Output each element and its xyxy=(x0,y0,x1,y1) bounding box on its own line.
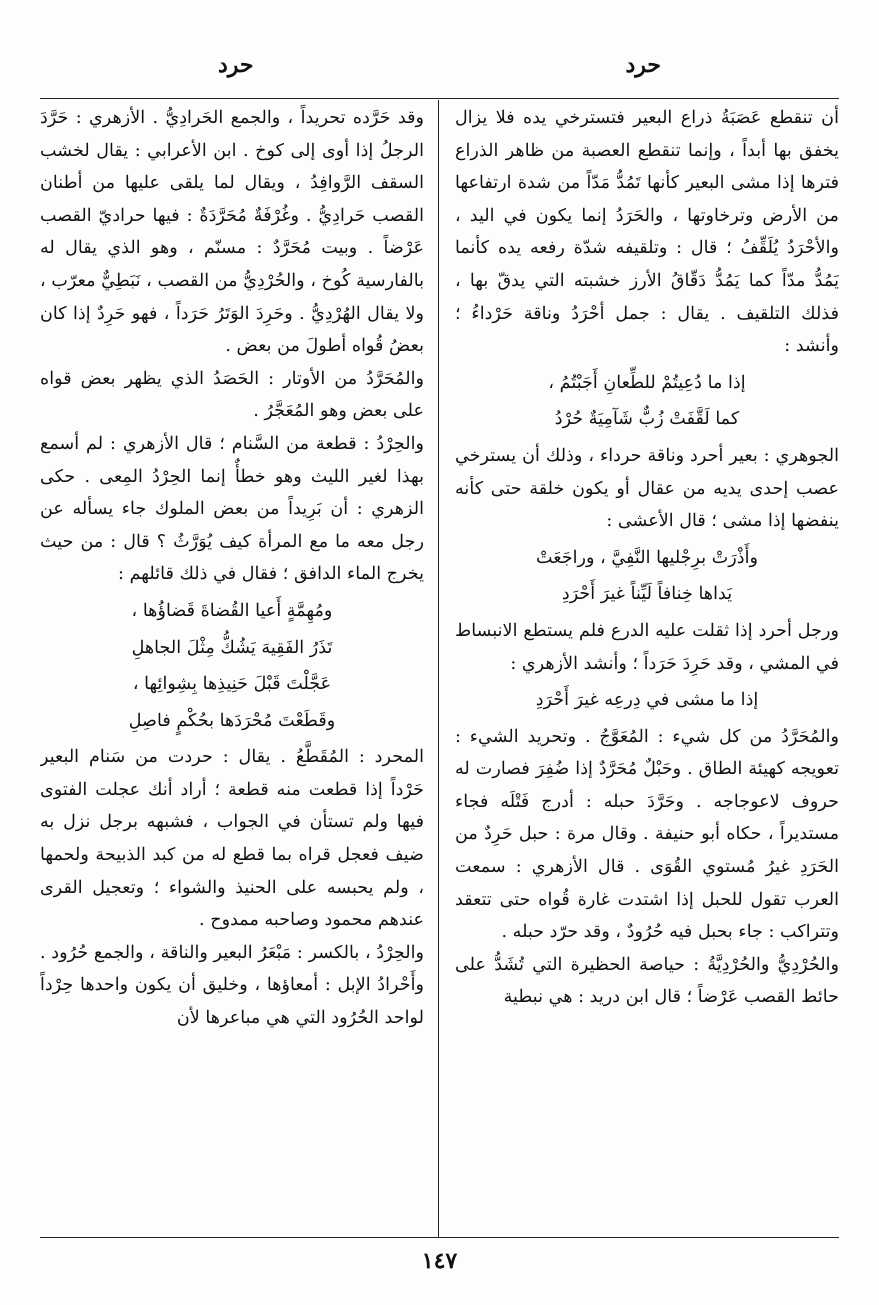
right-column-verse-line: كما لَقَّفَتْ زُبٌّ شَآمِيَةٌ حُرْدُ xyxy=(554,409,740,430)
right-column-verse-line: وأَذْرَتْ برِجْليها النَّفِيَّ ، وراجَعَتْ xyxy=(535,547,759,568)
left-column-verse-line: تَذَرُ الفَقِيهَ يَشُكُّ مِثْلَ الجاهلِ xyxy=(131,637,333,658)
left-column-verse-line: عَجَّلْتَ قَبْلَ حَنِيذِها بِشِوائِها ، xyxy=(132,674,332,695)
right-column-verse-line: يَداها خِنافاً لَيِّناً غيرَ أَحْرَدِ xyxy=(561,584,733,605)
right-column-paragraph: والحُرْدِيُّ والحُرْدِيَّةُ : حياصة الحظيرة التي تُشَدُّ على حائط القصب عَرْضاً ؛ قال ابن دريد : هي نبطية xyxy=(455,954,839,1008)
bottom-rule xyxy=(40,1237,839,1238)
left-column-paragraph: والحِرْدُ ، بالكسر : مَبْعَرُ البعير والناقة ، والجمع حُرُود . وأَحْرادُ الإبل : أمعاؤها ، وخليق أن يكون واحدها حِرْداً لواحد الحُرُود التي هي مباعرها لأن xyxy=(40,942,424,1029)
right-column-verse-line: إذا ما دُعِيتُمْ للطِّعانِ أَجَبْتُمُ ، xyxy=(548,372,746,393)
page-number: ١٤٧ xyxy=(421,1248,458,1274)
left-column-verse-line: وقَطَعْتَ مُحْرَدَها بحُكْمٍ فاصِلِ xyxy=(128,710,336,731)
left-column-paragraph: وقد حَرَّده تحريداً ، والجمع الحَرادِيُّ . الأزهري : حَرَّدَ الرجلُ إذا أوى إلى كوخ . ابن الأعرابي : يقال لخشب السقف الرَّوافِدُ ، ويقال لما يلقى عليها من أطنان القصب حَرادِيُّ . وغُرْفَةٌ مُحَرَّدَةٌ : فيها حراديّ القصب عَرْضاً . وبيت مُحَرَّدٌ : مسنّم ، وهو الذي يقال له بالفارسية كُوخ ، والحُرْدِيُّ من القصب ، نَبَطِيٌّ معرّب ، ولا يقال الهُرْدِيُّ . وحَرِدَ الوَتَرُ حَرَداً ، فهو حَرِدٌ إذا كان بعضُ قُواه أطولَ من بعض . xyxy=(40,108,424,357)
top-rule xyxy=(40,98,839,99)
left-column xyxy=(40,102,424,1232)
right-column-paragraph: ورجل أحرد إذا ثقلت عليه الدرع فلم يستطع الانبساط في المشي ، وقد حَرِدَ حَرَداً ؛ وأنشد الأزهري : xyxy=(455,620,839,674)
running-head-right: حرد xyxy=(625,52,661,78)
running-head-left: حرد xyxy=(218,52,254,78)
column-divider xyxy=(438,100,439,1237)
left-column-paragraph: المحرد : المُقَطَّعُ . يقال : حردت من سَنام البعير حَرْداً إذا قطعت منه قطعة ؛ أراد أنك عجلت الفتوى فيها ولم تستأن في الجواب ، فشبهه برجل نزل به ضيف فعجل قراه بما قطع له من كبد الذبيحة ولحمها ، ولم يحبسه على الحنيذ والشواء ؛ وتعجيل القرى عندهم محمود وصاحبه ممدوح . xyxy=(40,747,424,931)
left-column-paragraph: والمُحَرَّدُ من الأوتار : الحَصَدُ الذي يظهر بعض قواه على بعض وهو المُعَجَّرُ . xyxy=(40,368,424,422)
right-column-paragraph: والمُحَرَّدُ من كل شيء : المُعَوَّجُ . وتحريد الشيء : تعويجه كهيئة الطاق . وحَبْلٌ مُحَرَّدٌ إذا ضُفِرَ فصارت له حروف لاعوجاجه . وحَرَّدَ حبله : أدرج فَتْلَه فجاء مستديراً ، حكاه أبو حنيفة . وقال مرة : حبل حَرِدٌ من الحَرَدِ غيرُ مُستوي القُوَى . قال الأزهري : سمعت العرب تقول للحبل إذا اشتدت غارة قُواه حتى تتعقد وتتراكب : جاء بحبل فيه حُرُودٌ ، وقد حرّد حبله . xyxy=(455,726,839,943)
right-column-paragraph: أن تنقطع عَصَبَةُ ذراع البعير فتسترخي يده فلا يزال يخفق بها أبداً ، وإنما تنقطع العصبة من ظاهر الذراع فترها إذا مشى البعير كأنها تَمُدُّ مَدّاً من شدة ارتفاعها من الأرض وترخاوتها ، والحَرَدُ إنما يكون في اليد ، والأحْرَدُ يُلَقِّفُ ؛ قال : وتلقيفه شدّة رفعه يده كأنما يَمُدُّ مدّاً كما يَمُدُّ دَقّاقُ الأرز خشبته التي يدقّ بها ، فذلك التلقيف . يقال : جمل أحْرَدُ وناقة حَرْداءُ ؛ وأنشد : xyxy=(455,108,839,357)
left-column-paragraph: والحِرْدُ : قطعة من السَّنام ؛ قال الأزهري : لم أسمع بهذا لغير الليث وهو خطأٌ إنما الحِرْدُ المِعى . حكى الزهري : أن بَرِيداً من بعض الملوك جاء يسأله عن رجل معه ما مع المرأة كيف يُوَرَّثُ ؟ قال : من حيث يخرج الماء الدافق ؛ فقال في ذلك قائلهم : xyxy=(40,433,424,585)
right-column-paragraph: الجوهري : بعير أحرد وناقة حرداء ، وذلك أن يسترخي عصب إحدى يديه من عقال أو يكون خلقة حتى كأنه ينفضها إذا مشى ؛ قال الأعشى : xyxy=(455,445,839,532)
right-column-verse-line: إذا ما مشى في دِرعِه غيرَ أَحْرَدِ xyxy=(535,690,759,711)
right-column xyxy=(455,102,839,1232)
left-column-verse-line: ومُهِمَّةٍ أَعيا القُضاةَ قَضاؤُها ، xyxy=(131,600,333,621)
